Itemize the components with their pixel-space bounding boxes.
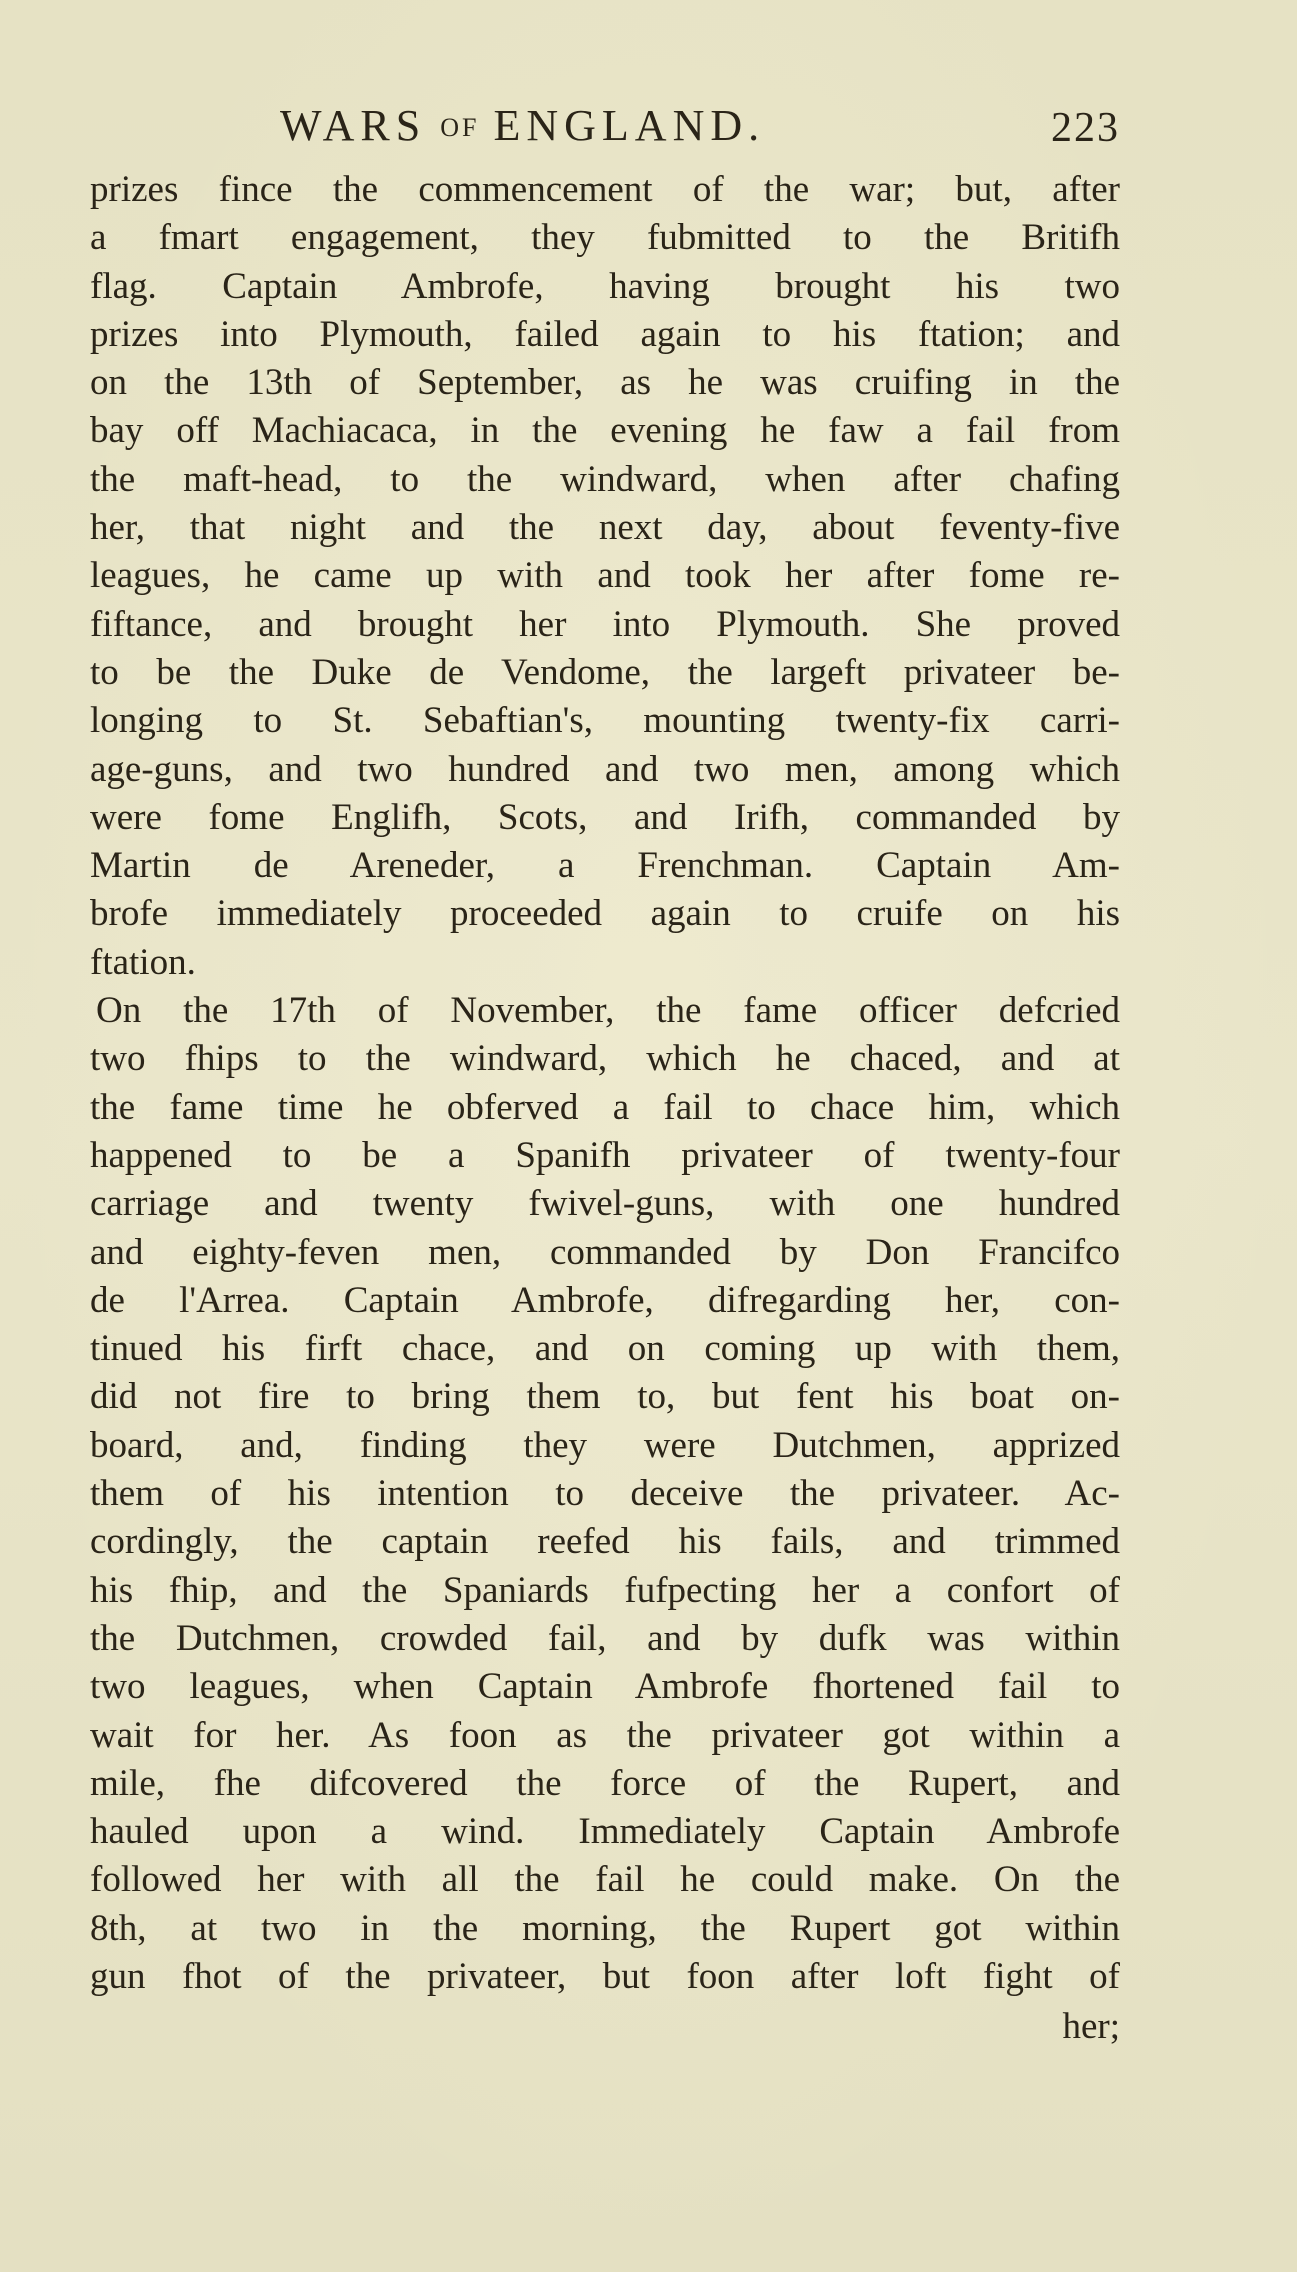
- text-line: the fame time he obferved a fail to chace him, which: [90, 1086, 1120, 1128]
- text-line: de l'Arrea. Captain Ambrofe, difregarding her, con-: [90, 1279, 1120, 1321]
- text-line: wait for her. As foon as the privateer got within a: [90, 1714, 1120, 1756]
- text-line: flag. Captain Ambrofe, having brought his two: [90, 265, 1120, 307]
- text-line: two leagues, when Captain Ambrofe fhortened fail to: [90, 1666, 1120, 1708]
- running-head: [280, 100, 765, 151]
- running-head-right: ENGLAND.: [493, 101, 766, 150]
- text-line: a fmart engagement, they fubmitted to the Britifh: [90, 217, 1120, 259]
- text-line: Martin de Areneder, a Frenchman. Captain Am-: [90, 845, 1120, 887]
- page-header: [90, 100, 1120, 160]
- text-line: the Dutchmen, crowded fail, and by dufk was within: [90, 1617, 1120, 1659]
- text-line: and eighty-feven men, commanded by Don Francifco: [90, 1231, 1120, 1273]
- text-line: tinued his firft chace, and on coming up with them,: [90, 1328, 1120, 1370]
- text-line: On the 17th of November, the fame officer defcried: [96, 990, 1120, 1032]
- text-line: carriage and twenty fwivel-guns, with one hundred: [90, 1183, 1120, 1225]
- text-line: brofe immediately proceeded again to cruife on his: [90, 893, 1120, 935]
- text-line: prizes into Plymouth, failed again to his ftation; and: [90, 313, 1120, 355]
- text-line: his fhip, and the Spaniards fufpecting her a confort of: [90, 1569, 1120, 1611]
- text-line: them of his intention to deceive the privateer. Ac-: [90, 1473, 1120, 1515]
- text-line: on the 13th of September, as he was cruifing in the: [90, 362, 1120, 404]
- page-number: 223: [1051, 105, 1120, 151]
- text-line: bay off Machiacaca, in the evening he faw a fail from: [90, 410, 1120, 452]
- text-line: followed her with all the fail he could make. On the: [90, 1859, 1120, 1901]
- text-line: age-guns, and two hundred and two men, among which: [90, 748, 1120, 790]
- text-line: mile, fhe difcovered the force of the Rupert, and: [90, 1762, 1120, 1804]
- text-line: leagues, he came up with and took her after fome re-: [90, 555, 1120, 597]
- text-line: to be the Duke de Vendome, the largeft privateer be-: [90, 651, 1120, 693]
- text-line: hauled upon a wind. Immediately Captain Ambrofe: [90, 1811, 1120, 1853]
- text-line: board, and, finding they were Dutchmen, apprized: [90, 1424, 1120, 1466]
- catchword: her;: [1062, 2006, 1120, 2047]
- running-head-of: OF: [440, 113, 480, 142]
- text-line: were fome Englifh, Scots, and Irifh, commanded by: [90, 796, 1120, 838]
- text-line: happened to be a Spanifh privateer of twenty-four: [90, 1134, 1120, 1176]
- text-line: ftation.: [90, 941, 196, 983]
- text-line: cordingly, the captain reefed his fails, and trimmed: [90, 1521, 1120, 1563]
- text-line: did not fire to bring them to, but fent his boat on-: [90, 1376, 1120, 1418]
- text-line: the maft-head, to the windward, when after chafing: [90, 458, 1120, 500]
- text-line: two fhips to the windward, which he chaced, and at: [90, 1038, 1120, 1080]
- text-line: her, that night and the next day, about feventy-five: [90, 507, 1120, 549]
- text-line: fiftance, and brought her into Plymouth. She proved: [90, 603, 1120, 645]
- text-line: 8th, at two in the morning, the Rupert got within: [90, 1907, 1120, 1949]
- running-head-left: WARS: [280, 101, 427, 150]
- text-line: gun fhot of the privateer, but foon after loft fight of: [90, 1955, 1120, 1997]
- text-line: prizes fince the commencement of the war; but, after: [90, 169, 1120, 210]
- text-line: longing to St. Sebaftian's, mounting twenty-fix carri-: [90, 700, 1120, 742]
- body-text: [90, 166, 1120, 2001]
